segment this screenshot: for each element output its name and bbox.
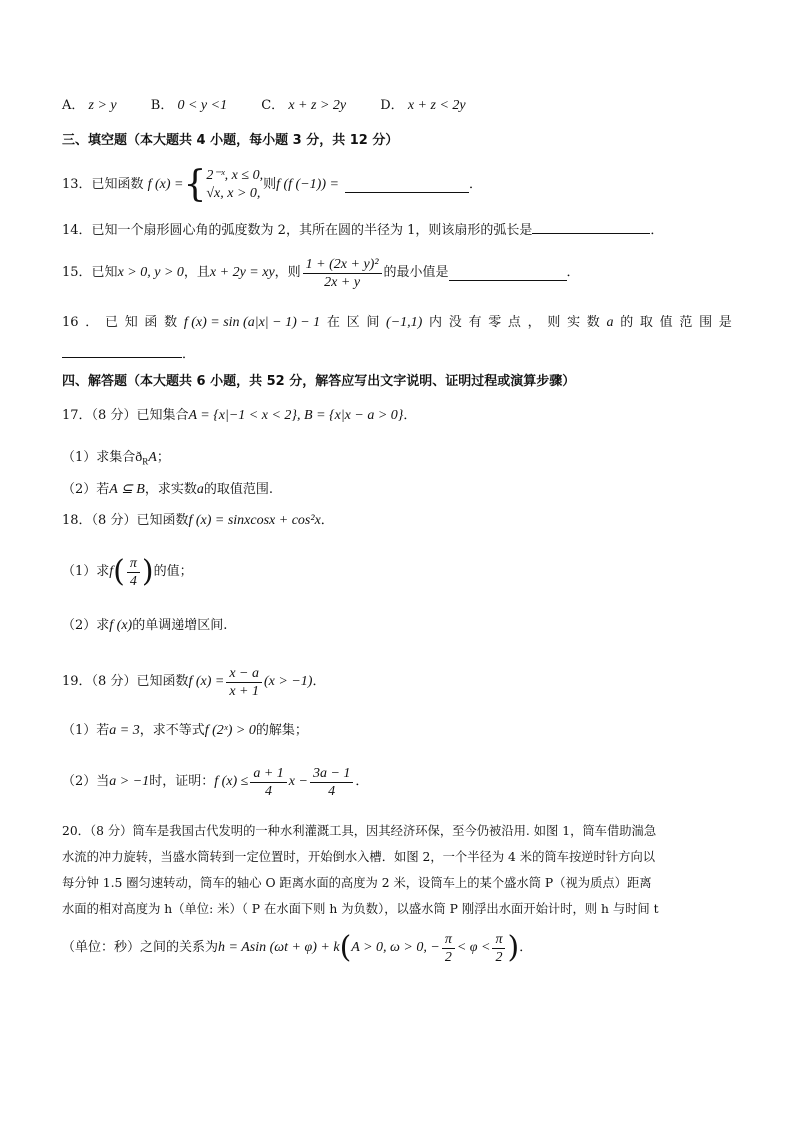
question-20-line-2: 水流的冲力旋转，当盛水筒转到一定位置时，开始倒水入槽．如图 2，一个半径为 4 米的筒车按逆时针方向以	[62, 850, 656, 864]
question-19-part-2: （2）当 a > −1 时，证明： f (x) ≤ $\frac{a + 1}{4}$ x − $\frac{3a - 1}{4}$ ．	[62, 765, 369, 799]
question-18-part-2: （2）求f (x)的单调递增区间.	[62, 618, 228, 633]
fraction: $\frac{\pi}{4}$	[127, 555, 140, 590]
question-20-line-4: 水面的相对高度为 h（单位: 米）（ P 在水面下则 h 为负数），以盛水筒 P 刚浮出水面开始计时，则 h 与时间 t	[62, 902, 659, 916]
question-17: 17．（8 分）已知集合A = {x|−1 < x < 2}, B = {x|x − a > 0}．	[62, 408, 417, 423]
question-18-part-1: （1）求 f ( $\frac{\pi}{4}$ ) 的值；	[62, 554, 193, 589]
question-14: 14．已知一个扇形圆心角的弧度数为 2，其所在圆的半径为 1，则该扇形的弧长是 ．	[62, 219, 732, 241]
option-a: A． z > y	[62, 98, 117, 113]
question-16-blank-line: ．	[62, 343, 732, 365]
question-20-line-3: 每分钟 1.5 圈匀速转动，筒车的轴心 O 距离水面的高度为 2 米，设筒车上的某个盛水筒 P（视为质点）距离	[62, 876, 652, 890]
section-4-heading: 四、解答题（本大题共 6 小题，共 52 分，解答应写出文字说明、证明过程或演算步骤）	[62, 374, 576, 389]
question-17-part-1: （1）求集合$ð_RA$；	[62, 450, 170, 467]
question-16: 16 ． 已 知 函 数 f (x) = sin (a|x| − 1) − 1 在 区 间 (−1,1) 内 没 有 零 点 ， 则 实 数 a 的 取 值 范 围 是	[62, 315, 732, 330]
piecewise-cases: 2⁻ˣ, x ≤ 0, √x, x > 0,	[206, 168, 264, 201]
option-d: D． x + z < 2y	[380, 98, 466, 113]
fraction: $\frac{x - a}{x + 1}$	[226, 665, 262, 700]
question-19-part-1: （1）若a = 3，求不等式f (2ˣ) > 0的解集；	[62, 723, 308, 738]
option-b: B． 0 < y <1	[150, 98, 228, 113]
question-13: 13． 已知函数 f (x) = { 2⁻ˣ, x ≤ 0, √x, x > 0, 则 f (f (−1)) = ．	[62, 164, 482, 205]
fraction: $\frac{\text{1 + (2x + y)²}}{2x + y}$	[303, 256, 382, 291]
fraction: $\frac{3a - 1}{4}$	[310, 765, 353, 800]
question-20-line-5: （单位：秒）之间的关系为 h = Asin (ωt + φ) + k ( A > 0, ω > 0, − $\frac{\pi}{2}$ < φ < $\frac{\pi}{2}$ ) ．	[62, 930, 533, 965]
fraction: $\frac{\pi}{2}$	[442, 931, 455, 966]
answer-blank[interactable]	[345, 178, 469, 193]
answer-blank[interactable]	[532, 219, 650, 234]
question-18: 18．（8 分）已知函数f (x) = sinxcosx + cos²x．	[62, 513, 334, 528]
question-17-part-2: （2）若A ⊆ B，求实数a的取值范围.	[62, 482, 274, 497]
question-19: 19．（8 分）已知函数 f (x) = $\frac{x - a}{x + 1}$ (x > −1) ．	[62, 665, 326, 699]
answer-blank[interactable]	[62, 343, 182, 358]
section-3-heading: 三、填空题（本大题共 4 小题，每小题 3 分，共 12 分）	[62, 133, 399, 148]
question-15: 15． 已知 x > 0, y > 0 ，且 x + 2y = xy ，则 $\frac{\text{1 + (2x + y)²}}{2x + y}$ 的最小值是 ．	[62, 256, 580, 290]
fraction: $\frac{a + 1}{4}$	[250, 765, 286, 800]
option-c: C． x + z > 2y	[261, 98, 347, 113]
answer-blank[interactable]	[449, 266, 567, 281]
answer-options	[62, 96, 732, 116]
fraction: $\frac{\pi}{2}$	[492, 931, 505, 966]
cases-brace: {	[183, 164, 207, 205]
question-20-line-1: 20．（8 分）筒车是我国古代发明的一种水利灌溉工具，因其经济环保，至今仍被沿用. 如图 1，筒车借助湍急	[62, 824, 657, 838]
